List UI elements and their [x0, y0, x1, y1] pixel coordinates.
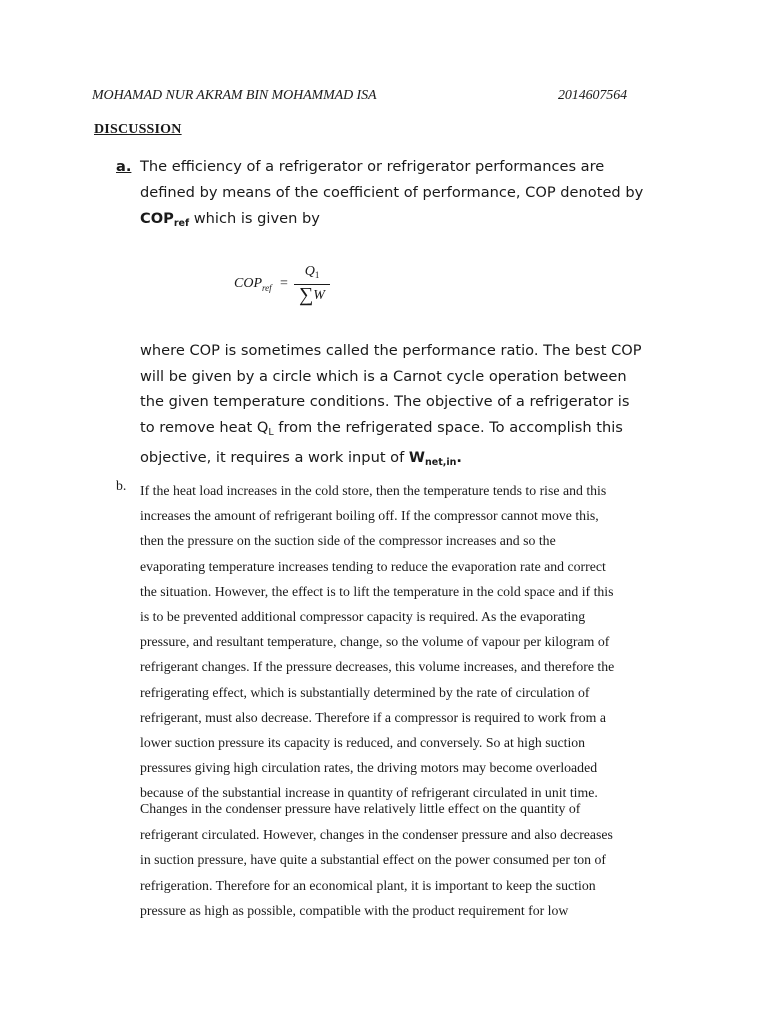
item-b-paragraph-continued: [140, 796, 700, 924]
formula-equals: =: [280, 276, 288, 291]
text-line: lower suction pressure its capacity is reduced, and conversely. So at high suction: [140, 735, 586, 751]
text-line: refrigerant circulated. However, changes in the condenser pressure and also decreases: [140, 826, 613, 842]
text-line: then the pressure on the suction side of the compressor increases and so the: [140, 533, 556, 549]
item-a-marker: a.: [116, 158, 132, 175]
formula-numerator: $Q_1$: [304, 264, 320, 280]
formula-lhs: $COP_{ref}$: [234, 276, 272, 293]
cop-ref-term: $COP_{ref}$: [140, 210, 190, 229]
text-line: The efficiency of a refrigerator or refrigerator performances are: [140, 158, 605, 175]
item-a-paragraph: [140, 154, 700, 237]
text-line: objective, it requires a work input of $W_{net,in}$.: [140, 449, 462, 468]
text-line: Changes in the condenser pressure have relatively little effect on the quantity of: [140, 801, 581, 816]
work-net-in-term: $W_{net,in}$.: [408, 449, 462, 468]
author-name: MOHAMAD NUR AKRAM BIN MOHAMMAD ISA: [92, 88, 377, 103]
text-line: where COP is sometimes called the performance ratio. The best COP: [140, 342, 642, 359]
text-line: pressure, and resultant temperature, change, so the volume of vapour per kilogram of: [140, 634, 610, 650]
text-line: defined by means of the coefficient of performance, COP denoted by: [140, 184, 644, 201]
which-text: which is given by: [189, 210, 320, 227]
student-id: 2014607564: [558, 88, 628, 103]
text-line: will be given by a circle which is a Carnot cycle operation between: [140, 367, 627, 385]
text-line: pressure as high as possible, compatible with the product requirement for low: [140, 903, 569, 918]
text-line: refrigerant changes. If the pressure decreases, this volume increases, and therefore the: [140, 659, 615, 675]
item-b-paragraph: [140, 478, 700, 806]
text-line: refrigerant, must also decrease. Therefore if a compressor is required to work from a: [140, 709, 606, 725]
formula-denominator: ∑W: [299, 284, 325, 306]
item-b-marker: b.: [116, 478, 127, 493]
text-line: pressures giving high circulation rates, the driving motors may become overloaded: [140, 760, 598, 776]
text-line: is to be prevented additional compressor capacity is required. As the evaporating: [140, 609, 586, 625]
item-a-paragraph-continued: [140, 338, 700, 476]
text-line: the situation. However, the effect is to lift the temperature in the cold space and if this: [140, 583, 614, 599]
text-line: refrigerating effect, which is substantially determined by the rate of circulation of: [140, 684, 590, 700]
section-title: DISCUSSION: [94, 122, 182, 137]
text-line: refrigeration. Therefore for an economical plant, it is important to keep the suction: [140, 877, 596, 893]
text-line: the given temperature conditions. The objective of a refrigerator is: [140, 393, 630, 410]
text-line: because of the substantial increase in quantity of refrigerant circulated in unit time.: [140, 785, 598, 801]
text-line: [140, 206, 700, 237]
text-line: If the heat load increases in the cold store, then the temperature tends to rise and this: [140, 483, 607, 498]
text-line: to remove heat $Q_L$ from the refrigerated space. To accomplish this: [140, 418, 623, 438]
formula-fraction: [294, 264, 330, 306]
text-line: increases the amount of refrigerant boiling off. If the compressor cannot move this,: [140, 508, 599, 524]
text-line: evaporating temperature increases tending to reduce the evaporation rate and correct: [140, 558, 606, 574]
text-line: in suction pressure, have quite a substantial effect on the power consumed per ton of: [140, 852, 607, 867]
